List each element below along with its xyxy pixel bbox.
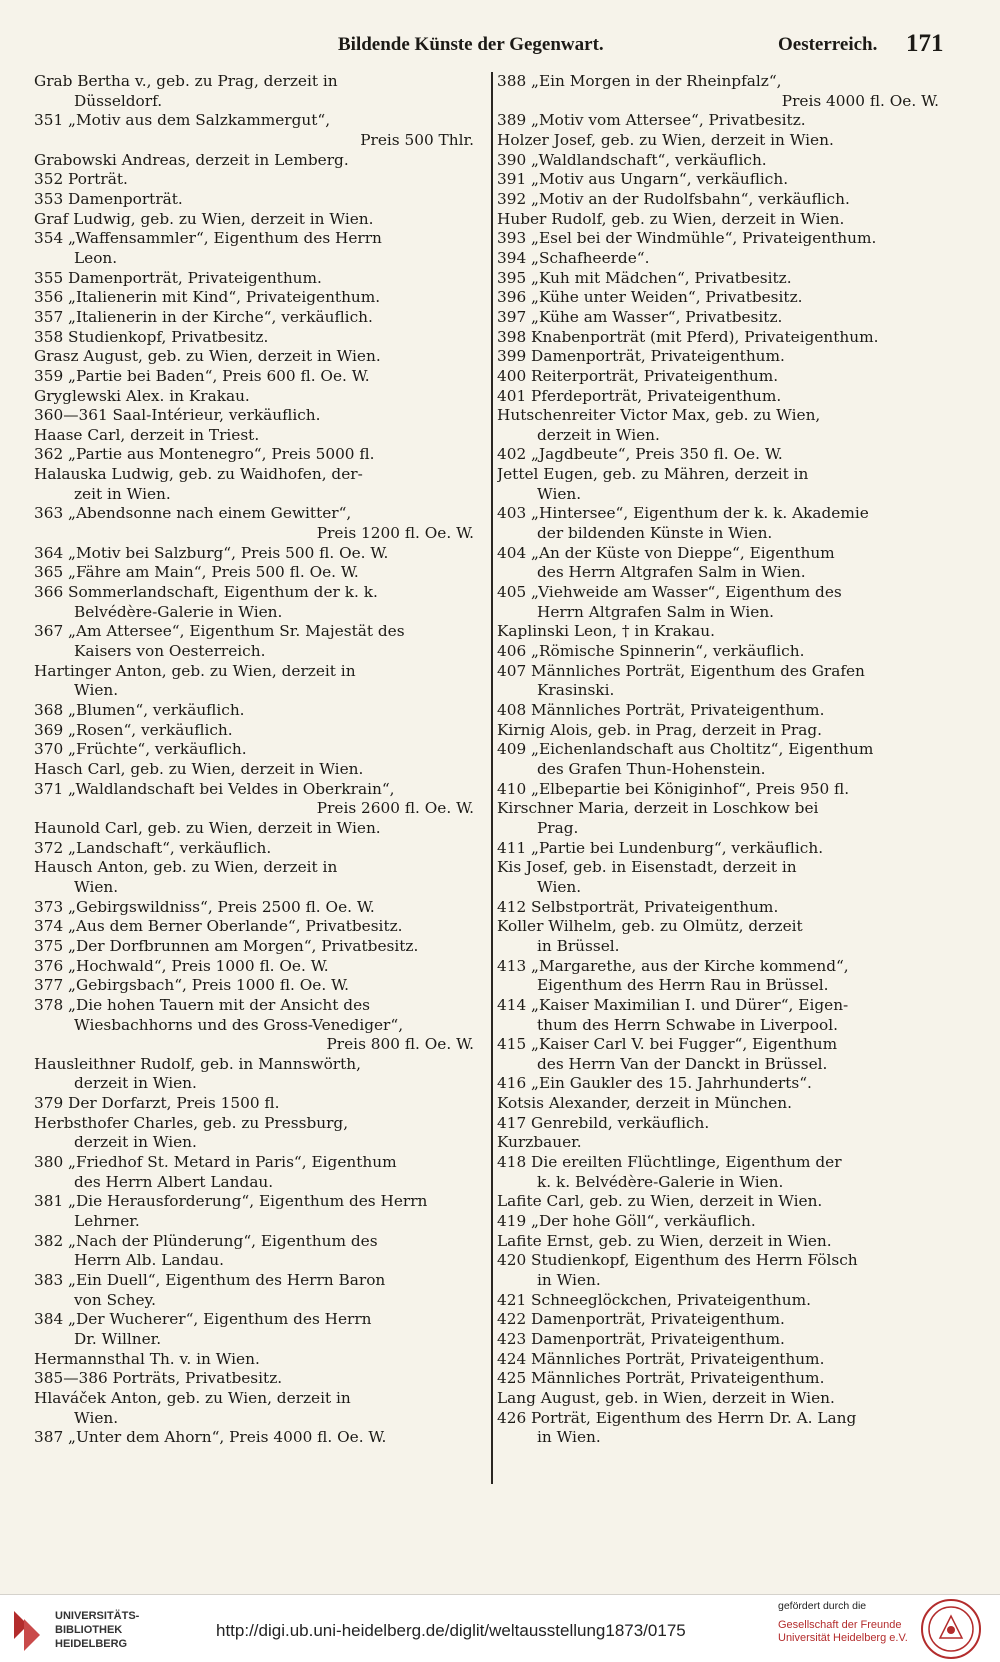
- text-line: 367 „Am Attersee“, Eigenthum Sr. Majestät des: [34, 622, 405, 641]
- text-line: des Grafen Thun-Hohenstein.: [537, 759, 766, 778]
- text-line: Prag.: [537, 818, 579, 837]
- text-line: 410 „Elbepartie bei Königinhof“, Preis 950 fl.: [497, 779, 850, 798]
- library-name: [55, 1609, 139, 1651]
- sponsor-line-1: Gesellschaft der Freunde: [778, 1619, 902, 1631]
- text-line: Lang August, geb. in Wien, derzeit in Wien.: [497, 1388, 835, 1407]
- text-line: Herrn Alb. Landau.: [74, 1251, 224, 1270]
- text-line: Lafite Carl, geb. zu Wien, derzeit in Wien.: [497, 1192, 823, 1211]
- text-line: 426 Porträt, Eigenthum des Herrn Dr. A. Lang: [497, 1408, 857, 1427]
- text-line: von Schey.: [74, 1290, 156, 1309]
- text-line: 420 Studienkopf, Eigenthum des Herrn Fölsch: [497, 1251, 858, 1270]
- text-line: 382 „Nach der Plünderung“, Eigenthum des: [34, 1231, 378, 1250]
- text-line: k. k. Belvédère-Galerie in Wien.: [537, 1172, 784, 1191]
- text-line: 391 „Motiv aus Ungarn“, verkäuflich.: [497, 170, 789, 189]
- text-line: Herrn Altgrafen Salm in Wien.: [537, 602, 775, 621]
- text-line: Jettel Eugen, geb. zu Mähren, derzeit in: [497, 465, 809, 484]
- text-line: in Brüssel.: [537, 936, 620, 955]
- digitization-footer: [0, 1594, 1000, 1662]
- text-line: 388 „Ein Morgen in der Rheinpfalz“,: [497, 72, 782, 90]
- text-line: Hartinger Anton, geb. zu Wien, derzeit in: [34, 661, 356, 680]
- text-line: zeit in Wien.: [74, 484, 171, 503]
- text-line: 369 „Rosen“, verkäuflich.: [34, 720, 233, 739]
- text-line: Kaplinski Leon, † in Krakau.: [497, 622, 715, 641]
- text-line: 373 „Gebirgswildniss“, Preis 2500 fl. Oe. W.: [34, 897, 375, 916]
- text-line: Preis 500 Thlr.: [360, 130, 474, 149]
- text-line: 359 „Partie bei Baden“, Preis 600 fl. Oe. W.: [34, 366, 370, 385]
- text-line: 363 „Abendsonne nach einem Gewitter“,: [34, 504, 352, 523]
- text-line: 368 „Blumen“, verkäuflich.: [34, 701, 245, 719]
- text-line: 414 „Kaiser Maximilian I. und Dürer“, Eigen-: [497, 995, 849, 1014]
- text-line: 406 „Römische Spinnerin“, verkäuflich.: [497, 642, 805, 661]
- text-line: Grabowski Andreas, derzeit in Lemberg.: [34, 150, 349, 169]
- text-line: Huber Rudolf, geb. zu Wien, derzeit in Wien.: [497, 209, 845, 228]
- text-line: 374 „Aus dem Berner Oberlande“, Privatbesitz.: [34, 917, 403, 936]
- text-line: in Wien.: [537, 1428, 601, 1447]
- text-line: Haunold Carl, geb. zu Wien, derzeit in Wien.: [34, 818, 381, 837]
- text-line: Wien.: [74, 877, 119, 896]
- text-line: 403 „Hintersee“, Eigenthum der k. k. Akademie: [497, 504, 869, 523]
- text-line: 422 Damenporträt, Privateigenthum.: [497, 1310, 785, 1329]
- text-line: Wiesbachhorns und des Gross-Venediger“,: [74, 1015, 404, 1034]
- text-line: Halauska Ludwig, geb. zu Waidhofen, der-: [34, 465, 363, 484]
- text-line: 415 „Kaiser Carl V. bei Fugger“, Eigenthum: [497, 1035, 838, 1054]
- text-line: Gryglewski Alex. in Krakau.: [34, 386, 250, 405]
- text-line: Krasinski.: [537, 681, 615, 700]
- text-line: 418 Die ereilten Flüchtlinge, Eigenthum der: [497, 1153, 842, 1172]
- text-line: 366 Sommerlandschaft, Eigenthum der k. k.: [34, 583, 378, 602]
- text-line: Dr. Willner.: [74, 1330, 162, 1348]
- text-line: 399 Damenporträt, Privateigenthum.: [497, 347, 785, 366]
- library-name-line-2: BIBLIOTHEK: [55, 1624, 123, 1636]
- text-line: 356 „Italienerin mit Kind“, Privateigenthum.: [34, 288, 381, 307]
- text-line: Preis 1200 fl. Oe. W.: [316, 524, 474, 543]
- text-line: 417 Genrebild, verkäuflich.: [497, 1113, 710, 1132]
- text-line: 371 „Waldlandschaft bei Veldes in Oberkrain“,: [34, 779, 395, 798]
- text-line: des Herrn Altgrafen Salm in Wien.: [537, 563, 806, 582]
- text-line: 402 „Jagdbeute“, Preis 350 fl. Oe. W.: [497, 445, 783, 464]
- text-line: 383 „Ein Duell“, Eigenthum des Herrn Baron: [34, 1271, 386, 1290]
- text-line: Düsseldorf.: [74, 91, 163, 110]
- text-line: 370 „Früchte“, verkäuflich.: [34, 740, 247, 759]
- text-line: 405 „Viehweide am Wasser“, Eigenthum des: [497, 583, 842, 602]
- text-line: derzeit in Wien.: [537, 425, 660, 444]
- text-line: Grasz August, geb. zu Wien, derzeit in Wien.: [34, 347, 381, 366]
- text-line: Lehrner.: [74, 1212, 140, 1231]
- text-line: derzeit in Wien.: [74, 1074, 197, 1093]
- text-line: Hasch Carl, geb. zu Wien, derzeit in Wien.: [34, 759, 364, 778]
- text-line: Wien.: [537, 484, 582, 503]
- text-line: 411 „Partie bei Lundenburg“, verkäuflich.: [497, 838, 824, 857]
- text-line: 416 „Ein Gaukler des 15. Jahrhunderts“.: [497, 1074, 812, 1093]
- text-line: 384 „Der Wucherer“, Eigenthum des Herrn: [34, 1310, 372, 1329]
- text-line: Lafite Ernst, geb. zu Wien, derzeit in Wien.: [497, 1231, 832, 1250]
- text-line: 412 Selbstporträt, Privateigenthum.: [497, 897, 779, 916]
- text-line: 355 Damenporträt, Privateigenthum.: [34, 268, 322, 287]
- text-line: Preis 4000 fl. Oe. W.: [781, 91, 939, 110]
- text-line: Graf Ludwig, geb. zu Wien, derzeit in Wien.: [34, 209, 374, 228]
- sponsor-label: gefördert durch die: [778, 1600, 867, 1612]
- text-line: 375 „Der Dorfbrunnen am Morgen“, Privatbesitz.: [34, 936, 419, 955]
- left-column: [34, 72, 474, 1448]
- university-library-logo-icon: [10, 1607, 46, 1651]
- sponsor-name: [778, 1619, 908, 1645]
- text-line: 392 „Motiv an der Rudolfsbahn“, verkäuflich.: [497, 189, 850, 208]
- text-line: Kurzbauer.: [497, 1133, 582, 1152]
- text-line: 372 „Landschaft“, verkäuflich.: [34, 838, 272, 857]
- text-line: Wien.: [74, 681, 119, 700]
- text-line: Hausleithner Rudolf, geb. in Mannswörth,: [34, 1054, 361, 1073]
- digitization-url-link[interactable]: http://digi.ub.uni-heidelberg.de/diglit/weltausstellung1873/0175: [216, 1621, 686, 1640]
- text-line: Wien.: [74, 1408, 119, 1427]
- right-column: [497, 72, 939, 1448]
- university-seal-icon: [920, 1598, 982, 1660]
- page-number: 171: [906, 30, 944, 57]
- text-line: 423 Damenporträt, Privateigenthum.: [497, 1330, 785, 1348]
- text-line: Kis Josef, geb. in Eisenstadt, derzeit in: [497, 858, 797, 877]
- text-line: 389 „Motiv vom Attersee“, Privatbesitz.: [497, 111, 806, 130]
- text-line: 413 „Margarethe, aus der Kirche kommend“,: [497, 956, 849, 975]
- text-line: Holzer Josef, geb. zu Wien, derzeit in Wien.: [497, 130, 834, 149]
- text-line: in Wien.: [537, 1271, 601, 1290]
- text-line: 407 Männliches Porträt, Eigenthum des Grafen: [497, 661, 865, 680]
- text-line: 354 „Waffensammler“, Eigenthum des Herrn: [34, 229, 382, 248]
- text-line: 401 Pferdeporträt, Privateigenthum.: [497, 386, 782, 405]
- text-line: 379 Der Dorfarzt, Preis 1500 fl.: [34, 1094, 280, 1113]
- text-line: 419 „Der hohe Göll“, verkäuflich.: [497, 1212, 756, 1231]
- text-line: 357 „Italienerin in der Kirche“, verkäuflich.: [34, 307, 373, 326]
- text-line: des Herrn Van der Danckt in Brüssel.: [537, 1054, 828, 1073]
- library-name-line-1: UNIVERSITÄTS-: [55, 1610, 140, 1622]
- text-line: 351 „Motiv aus dem Salzkammergut“,: [34, 111, 331, 130]
- text-line: 380 „Friedhof St. Metard in Paris“, Eigenthum: [34, 1153, 397, 1172]
- column-divider: [491, 72, 493, 1484]
- text-line: Kirschner Maria, derzeit in Loschkow bei: [497, 799, 819, 818]
- text-line: Belvédère-Galerie in Wien.: [74, 602, 283, 621]
- text-line: Hutschenreiter Victor Max, geb. zu Wien,: [497, 406, 821, 425]
- text-line: 393 „Esel bei der Windmühle“, Privateigenthum.: [497, 229, 877, 248]
- text-line: 365 „Fähre am Main“, Preis 500 fl. Oe. W.: [34, 563, 359, 582]
- text-line: 424 Männliches Porträt, Privateigenthum.: [497, 1349, 825, 1368]
- text-line: 377 „Gebirgsbach“, Preis 1000 fl. Oe. W.: [34, 976, 349, 995]
- text-line: Hausch Anton, geb. zu Wien, derzeit in: [34, 858, 338, 877]
- text-line: der bildenden Künste in Wien.: [537, 524, 773, 543]
- text-line: 397 „Kühe am Wasser“, Privatbesitz.: [497, 307, 783, 326]
- text-line: Preis 800 fl. Oe. W.: [326, 1035, 474, 1054]
- text-line: 358 Studienkopf, Privatbesitz.: [34, 327, 269, 346]
- text-line: Koller Wilhelm, geb. zu Olmütz, derzeit: [497, 917, 803, 936]
- running-header: [0, 28, 1000, 64]
- text-line: 360—361 Saal-Intérieur, verkäuflich.: [34, 406, 321, 425]
- text-line: Wien.: [537, 877, 582, 896]
- text-line: Eigenthum des Herrn Rau in Brüssel.: [537, 976, 829, 995]
- header-title: Bildende Künste der Gegenwart.: [338, 34, 604, 55]
- text-line: 396 „Kühe unter Weiden“, Privatbesitz.: [497, 288, 803, 307]
- text-line: 421 Schneeglöckchen, Privateigenthum.: [497, 1290, 811, 1309]
- library-name-line-3: HEIDELBERG: [55, 1638, 128, 1650]
- text-line: 385—386 Porträts, Privatbesitz.: [34, 1369, 283, 1388]
- text-line: 395 „Kuh mit Mädchen“, Privatbesitz.: [497, 268, 792, 287]
- text-line: 425 Männliches Porträt, Privateigenthum.: [497, 1369, 825, 1388]
- text-line: Grab Bertha v., geb. zu Prag, derzeit in: [34, 72, 338, 90]
- text-line: Kaisers von Oesterreich.: [74, 642, 266, 661]
- text-line: 378 „Die hohen Tauern mit der Ansicht des: [34, 995, 370, 1014]
- text-line: 353 Damenporträt.: [34, 189, 183, 208]
- text-line: 400 Reiterporträt, Privateigenthum.: [497, 366, 779, 385]
- text-line: 376 „Hochwald“, Preis 1000 fl. Oe. W.: [34, 956, 329, 975]
- text-line: 390 „Waldlandschaft“, verkäuflich.: [497, 150, 767, 169]
- text-line: 409 „Eichenlandschaft aus Choltitz“, Eigenthum: [497, 740, 874, 759]
- text-line: thum des Herrn Schwabe in Liverpool.: [537, 1015, 838, 1034]
- text-line: des Herrn Albert Landau.: [74, 1172, 274, 1191]
- text-line: 364 „Motiv bei Salzburg“, Preis 500 fl. Oe. W.: [34, 543, 389, 562]
- text-line: Kirnig Alois, geb. in Prag, derzeit in Prag.: [497, 720, 823, 739]
- text-line: Hlaváček Anton, geb. zu Wien, derzeit in: [34, 1388, 351, 1407]
- text-line: 398 Knabenporträt (mit Pferd), Privateigenthum.: [497, 327, 879, 346]
- text-line: Leon.: [74, 248, 118, 267]
- text-line: 394 „Schafheerde“.: [497, 248, 650, 267]
- sponsor-line-2: Universität Heidelberg e.V.: [778, 1632, 908, 1644]
- text-line: Hermannsthal Th. v. in Wien.: [34, 1349, 260, 1368]
- text-line: 381 „Die Herausforderung“, Eigenthum des Herrn: [34, 1192, 428, 1211]
- text-line: 362 „Partie aus Montenegro“, Preis 5000 fl.: [34, 445, 375, 464]
- text-line: 404 „An der Küste von Dieppe“, Eigenthum: [497, 543, 835, 562]
- text-line: Preis 2600 fl. Oe. W.: [316, 799, 474, 818]
- text-line: 387 „Unter dem Ahorn“, Preis 4000 fl. Oe. W.: [34, 1428, 387, 1447]
- text-line: Kotsis Alexander, derzeit in München.: [497, 1094, 792, 1113]
- header-country: Oesterreich.: [778, 34, 878, 55]
- text-line: 408 Männliches Porträt, Privateigenthum.: [497, 701, 825, 719]
- text-line: 352 Porträt.: [34, 170, 128, 189]
- text-line: derzeit in Wien.: [74, 1133, 197, 1152]
- text-line: Herbsthofer Charles, geb. zu Pressburg,: [34, 1113, 349, 1132]
- text-line: Haase Carl, derzeit in Triest.: [34, 425, 260, 444]
